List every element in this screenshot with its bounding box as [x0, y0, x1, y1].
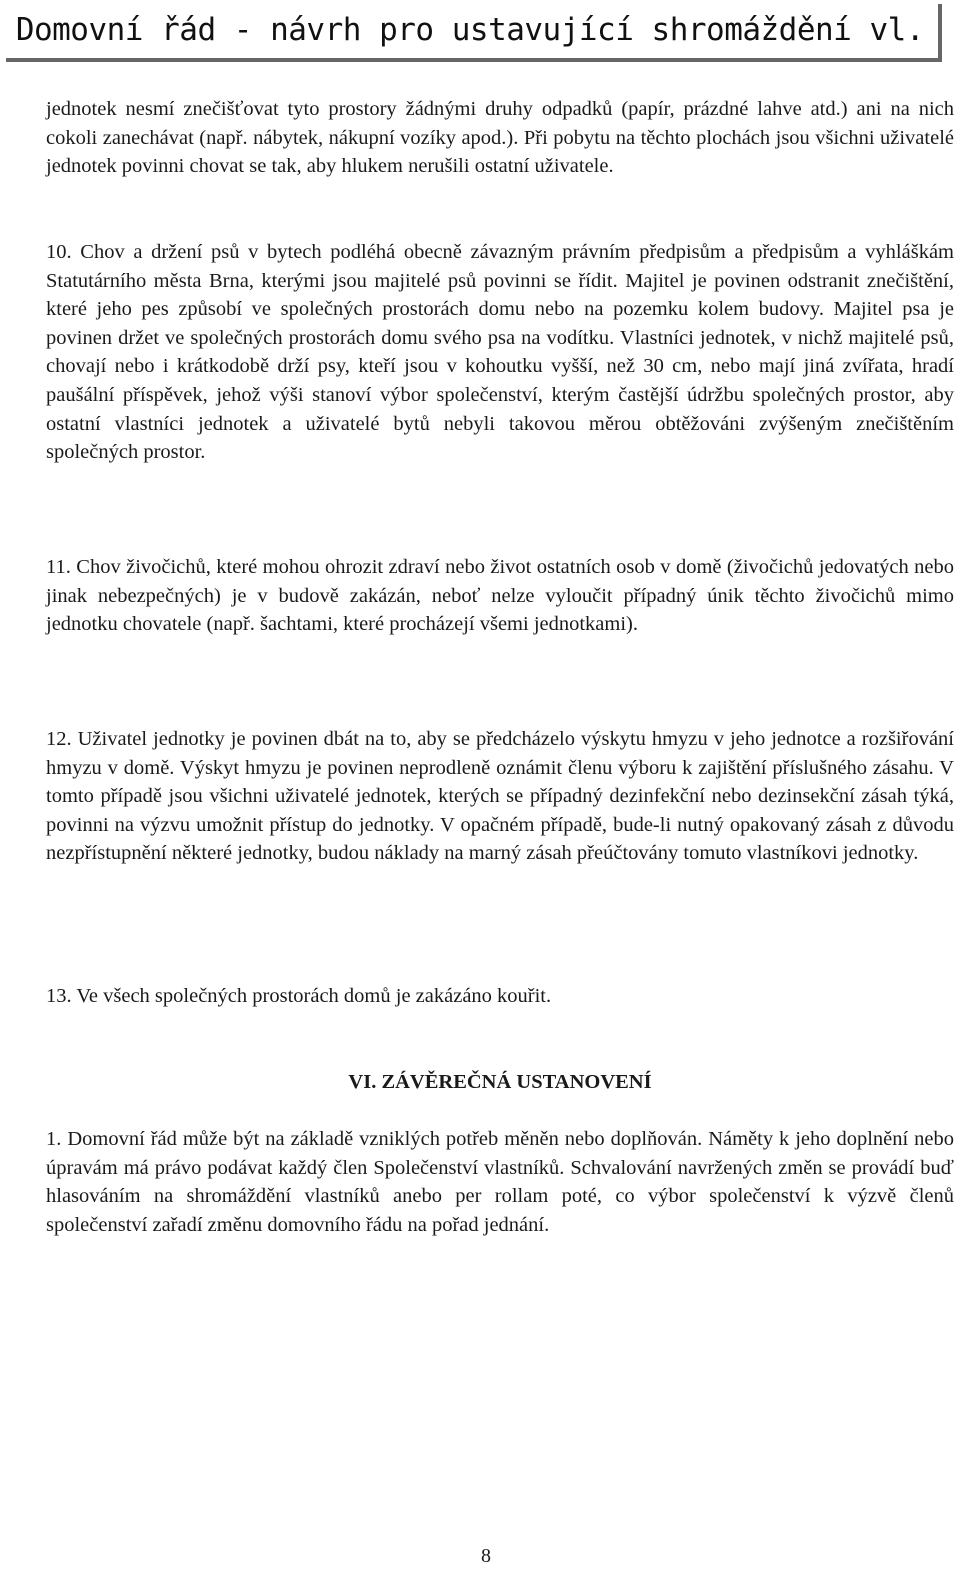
page-number: 8	[481, 1545, 491, 1567]
paragraph-10: 10. Chov a držení psů v bytech podléhá obecně závazným právním předpisům a předpisům a vyhláškám Statutárního města Brna, kterými jsou majitelé psů povinni se řídit. Majitel je povinen odstranit znečištění, které jeho pes způsobí ve společných prostorách domu nebo na pozemku kolem budovy. Majitel psa je povinen držet ve společných prostorách domu svého psa na vodítku. Vlastníci jednotek, v nichž majitelé psů, chovají nebo i krátkodobě drží psy, kteří jsou v kohoutku vyšší, než 30 cm, nebo mají jiná zvířata, hradí paušální příspěvek, jehož výši stanoví výbor společenství, kterým častější údržbu společných prostor, aby ostatní vlastníci jednotek a uživatelé bytů nebyli takovou měrou obtěžováni zvýšeným znečištěním společných prostor.	[46, 241, 954, 464]
paragraph-11: 11. Chov živočichů, které mohou ohrozit zdraví nebo život ostatních osob v domě (živočichů jedovatých nebo jinak nebezpečných) je v budově zakázán, neboť nelze vyloučit případný únik těchto živočichů mimo jednotku chovatele (např. šachtami, které procházejí všemi jednotkami).	[46, 556, 954, 636]
document-title: Domovní řád - návrh pro ustavující shromáždění vl.	[15, 12, 924, 48]
paragraph-vi-1: 1. Domovní řád může být na základě vzniklých potřeb měněn nebo doplňován. Náměty k jeho doplnění nebo úpravám má právo podávat každý člen Společenství vlastníků. Schvalování navržených změn se provádí buď hlasováním na shromáždění vlastníků anebo per rollam poté, co výbor společenství k výzvě členů společenství zařadí změnu domovního řádu na pořad jednání.	[46, 1128, 954, 1236]
section-heading-vi: VI. ZÁVĚREČNÁ USTANOVENÍ	[348, 1071, 652, 1093]
paragraph-13: 13. Ve všech společných prostorách domů je zakázáno kouřit.	[46, 985, 552, 1007]
paragraph-12: 12. Uživatel jednotky je povinen dbát na to, aby se předcházelo výskytu hmyzu v jeho jednotce a rozšiřování hmyzu v domě. Výskyt hmyzu je povinen neprodleně oznámit členu výboru k zajištění příslušného zásahu. V tomto případě jsou všichni uživatelé jednotek, kterých se případný dezinfekční nebo dezinsekční zásah týká, povinni na výzvu umožnit přístup do jednotky. V opačném případě, bude-li nutný opakovaný zásah z důvodu nezpřístupnění některé jednotky, budou náklady na marný zásah přeúčtovány tomuto vlastníkovi jednotky.	[46, 728, 954, 865]
paragraph-continued: jednotek nesmí znečišťovat tyto prostory žádnými druhy odpadků (papír, prázdné lahve atd.) ani na nich cokoli zanechávat (např. nábytek, nákupní vozíky apod.). Při pobytu na těchto plochách jsou všichni uživatelé jednotek povinni chovat se tak, aby hlukem nerušili ostatní uživatele.	[46, 98, 954, 178]
document-header	[6, 4, 942, 62]
